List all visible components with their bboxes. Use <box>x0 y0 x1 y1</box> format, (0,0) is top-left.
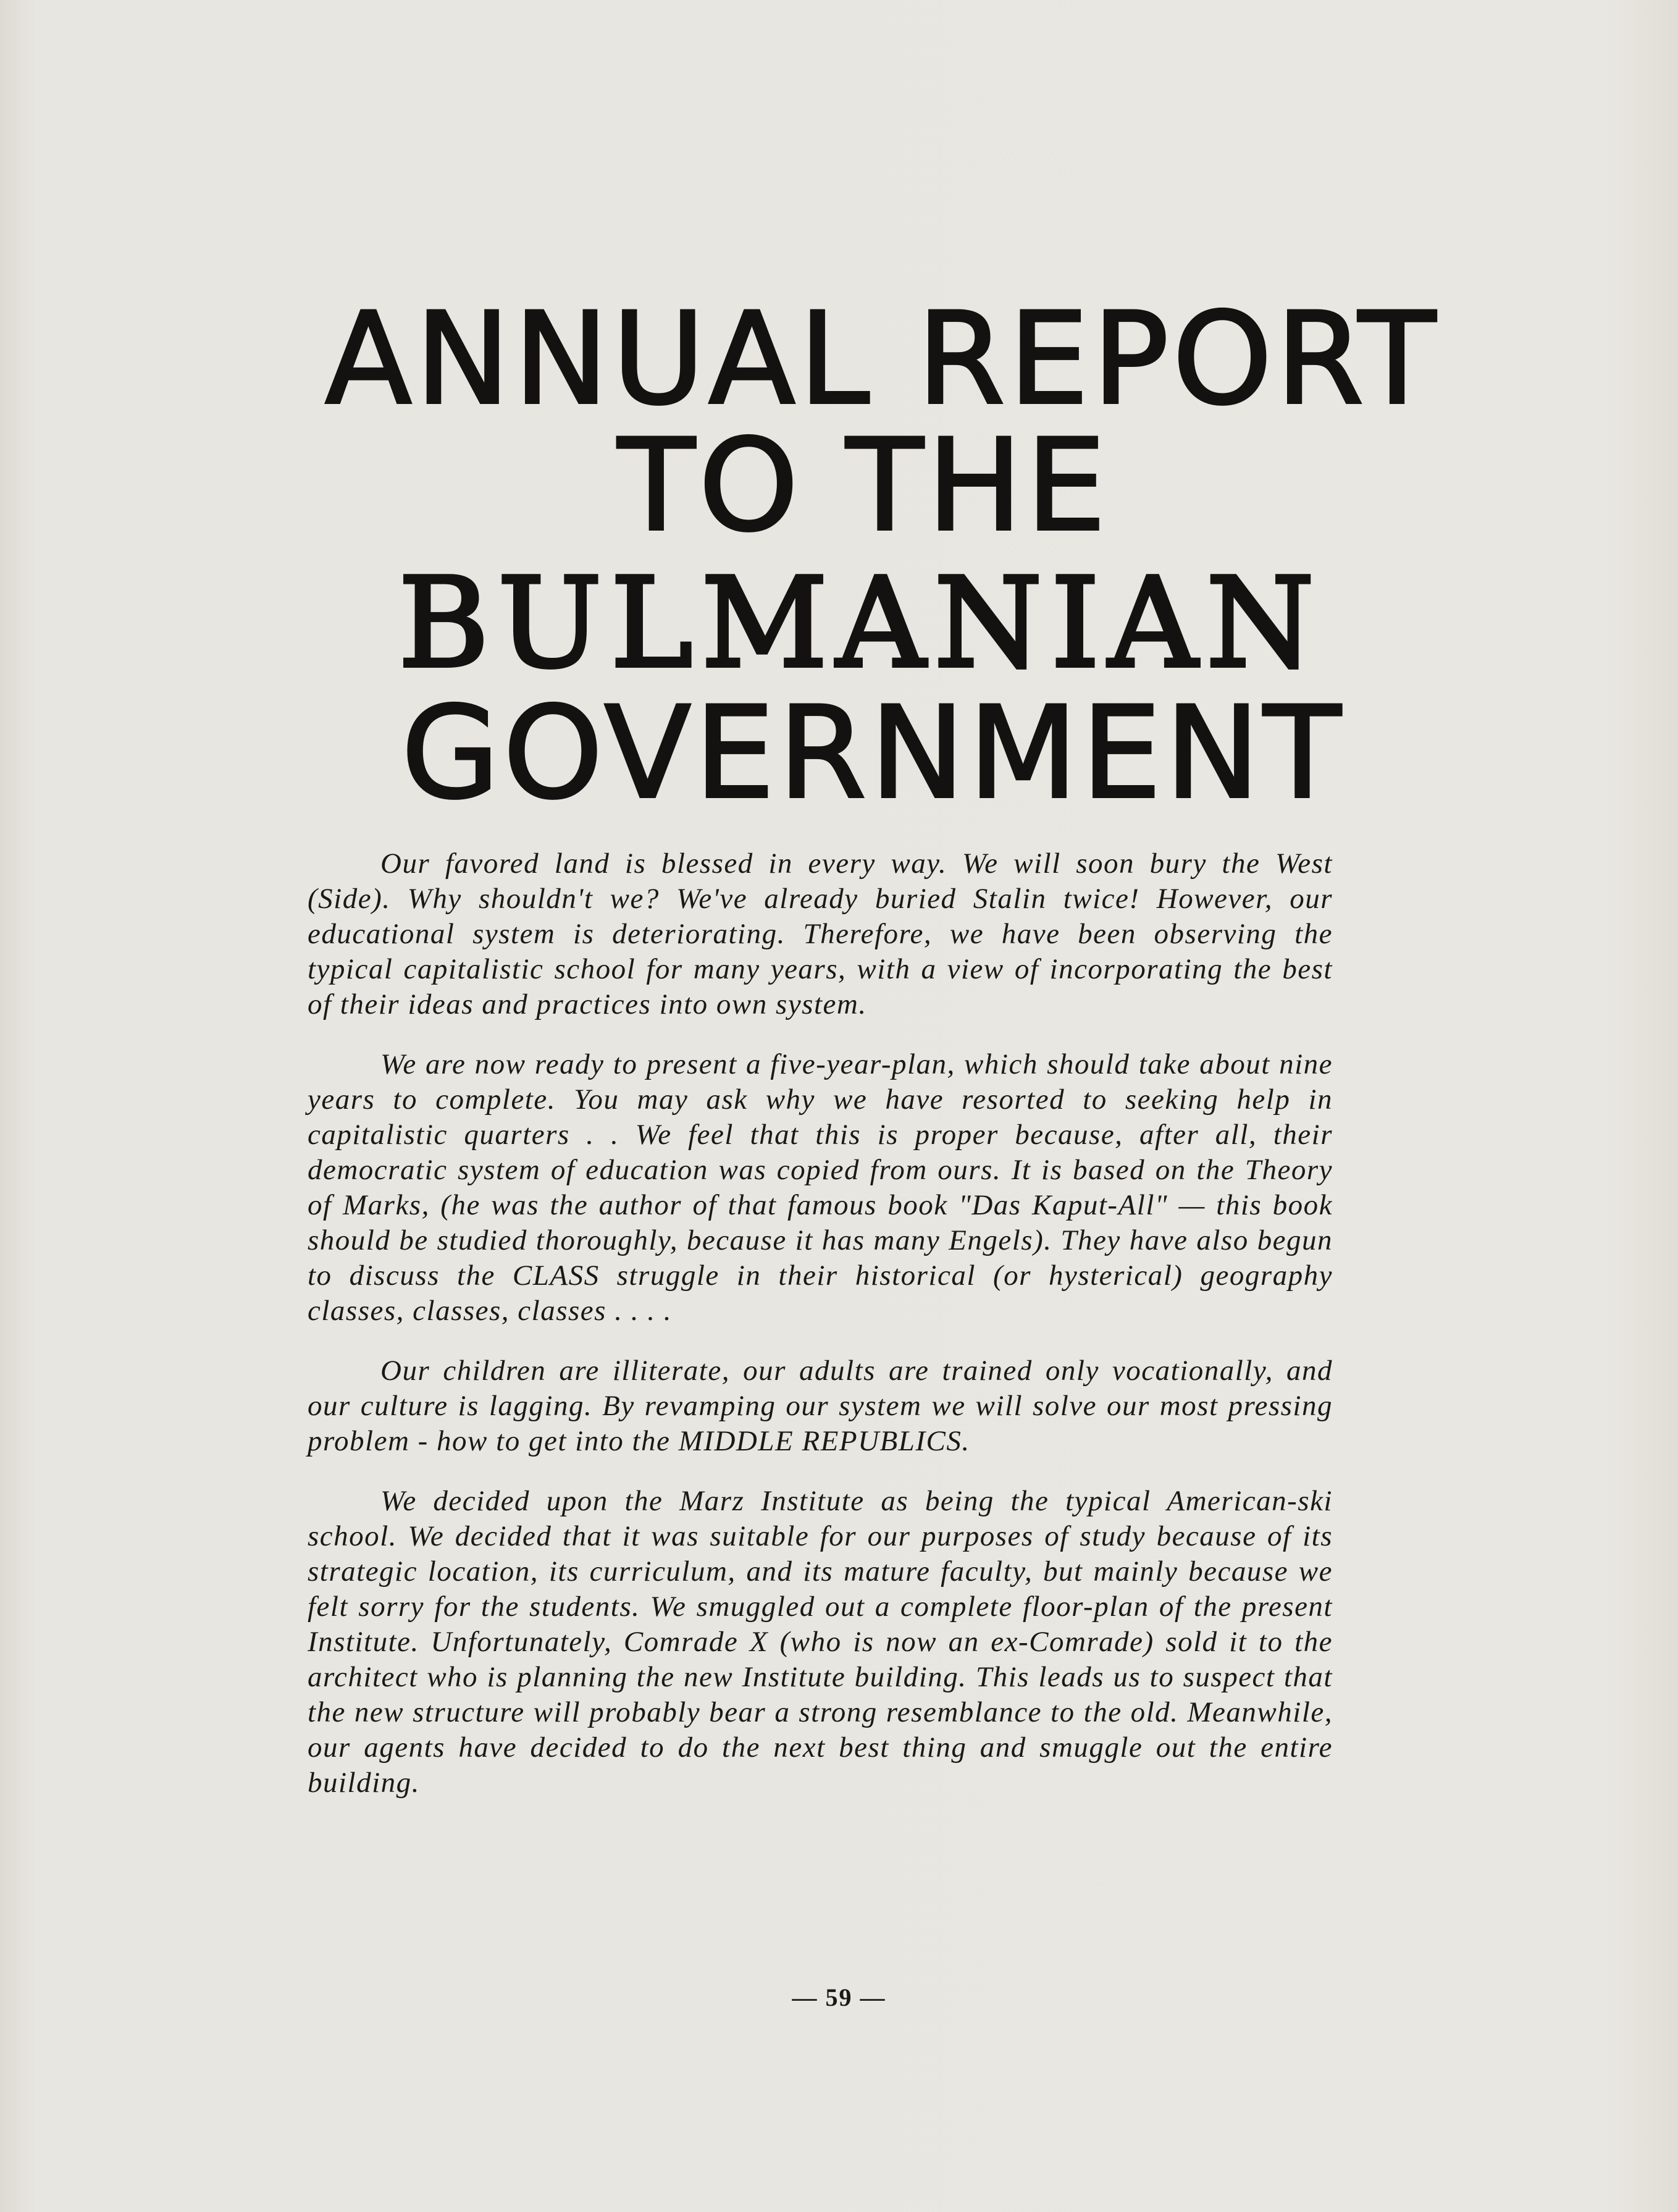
paragraph-1: Our favored land is blessed in every way. We will soon bury the West (Side). Why shouldn't we? We've already buried Stalin twice! However, our educational system is deteriorating. Therefore, we have been observing the typical capitalistic school for many years, with a view of incorporating the best of their ideas and practices into own system. <box>308 847 1333 1020</box>
page-title <box>0 286 1678 827</box>
paragraph-3: Our children are illiterate, our adults are trained only vocationally, and our culture is lagging. By revamping our system we will solve our most pressing problem - how to get into the MIDDLE REPUBLICS. <box>308 1355 1333 1457</box>
body-text <box>308 846 1333 1825</box>
title-line-4: GOVERNMENT <box>401 680 1345 827</box>
paragraph-2: We are now ready to present a five-year-plan, which should take about nine years to complete. You may ask why we have resorted to seeking help in capitalistic quarters . . We feel that this is proper because, after all, their democratic system of education was copied from ours. It is based on the Theory of Marks, (he was the author of that famous book "Das Kaput-All" — this book should be studied thoroughly, because it has many Engels). They have also begun to discuss the CLASS struggle in their historical (or hysterical) geography classes, classes, classes . . . . <box>308 1048 1333 1327</box>
paragraph-4: We decided upon the Marz Institute as being the typical American-ski school. We decided that it was suitable for our purposes of study because of its strategic location, its curriculum, and its mature faculty, but mainly because we felt sorry for the students. We smuggled out a complete floor-plan of the present Institute. Unfortunately, Comrade X (who is now an ex-Comrade) sold it to the architect who is planning the new Institute building. This leads us to suspect that the new structure will probably bear a strong resemblance to the old. Meanwhile, our agents have decided to do the next best thing and smuggle out the entire building. <box>308 1485 1333 1799</box>
page-number: — 59 — <box>792 1983 886 2011</box>
title-line-3: BULMANIAN <box>398 552 1323 696</box>
title-line-1: ANNUAL REPORT <box>325 286 1440 433</box>
title-line-2: TO THE <box>618 413 1110 560</box>
